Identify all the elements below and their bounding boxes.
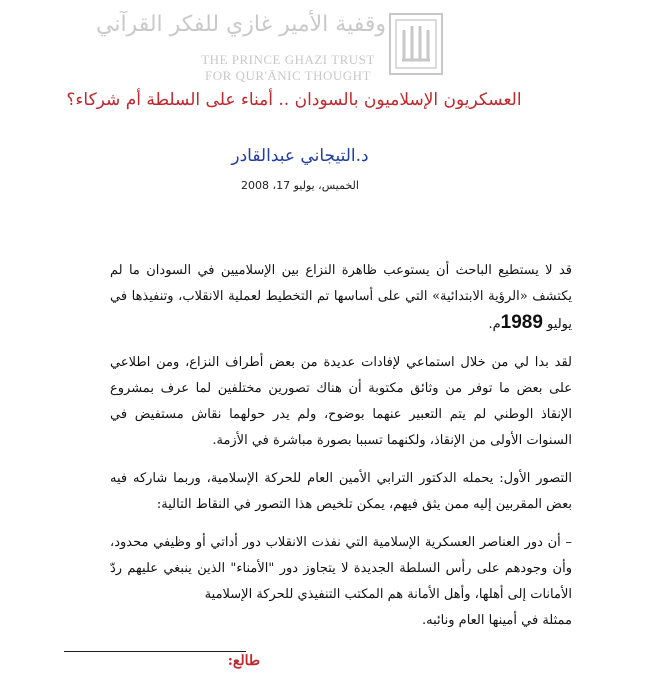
paragraph-2: لقد بدا لي من خلال استماعي لإفادات عديدة من بعض أطراف النزاع، ومن اطلاعي على بعض ما توفر من وثائق مكتوبة أن هناك تصورين مختلفين لما عرف بمشروع الإنقاذ الوطني لم يتم التعبير عنهما بوضوح، ولم يدر حولهما نقاش مستفيض في السنوات الأولى من الإنقاذ، ولكنهما تسببا بصورة مباشرة في الأزمة.	[110, 355, 572, 448]
article-body	[110, 258, 572, 646]
logo-english-line2: FOR QUR'ĀNIC THOUGHT	[205, 68, 371, 83]
logo-arabic-text: وقفية الأمير غازي للفكر القرآني	[95, 12, 386, 37]
article-author[interactable]: د.التيجاني عبدالقادر	[231, 146, 369, 166]
article-title: العسكريون الإسلاميون بالسودان .. أمناء على السلطة أم شركاء؟	[66, 90, 522, 110]
paragraph-5: ممثلة في أمينها العام ونائبه.	[422, 613, 572, 628]
logo-emblem-icon	[388, 12, 444, 76]
footnote-divider	[64, 651, 246, 652]
paragraph-1-suffix: م.	[488, 317, 501, 332]
see-also-label: طالع:	[227, 653, 260, 669]
article-date: الخميس، يوليو 17، 2008	[241, 179, 359, 192]
paragraph-1-text: قد لا يستطيع الباحث أن يستوعب ظاهرة النزاع بين الإسلاميين في السودان ما لم يكتشف «الرؤية الابتدائية» التي على أساسها تم التخطيط لعملية الانقلاب، وتنفيذها في يوليو	[110, 263, 572, 332]
paragraph-4: – أن دور العناصر العسكرية الإسلامية التي نفذت الانقلاب دور أداتي أو وظيفي محدود، وأن وجودهم على رأس السلطة الجديدة لا يتجاوز دور "الأمناء" الذين ينبغي عليهم ردّ الأمانات إلى أهلها، وأهل الأمانة هم المكتب التنفيذي للحركة الإسلامية	[110, 535, 572, 602]
trust-logo[interactable]	[95, 4, 450, 86]
paragraph-1-year: 1989	[500, 312, 543, 333]
paragraph-1	[110, 258, 572, 338]
paragraph-3: التصور الأول: يحمله الدكتور الترابي الأمين العام للحركة الإسلامية، وربما شاركه فيه بعض المقربين إليه ممن يثق فيهم، يمكن تلخيص هذا التصور في النقاط التالية:	[110, 471, 572, 512]
logo-english-line1: THE PRINCE GHAZI TRUST	[201, 52, 375, 67]
